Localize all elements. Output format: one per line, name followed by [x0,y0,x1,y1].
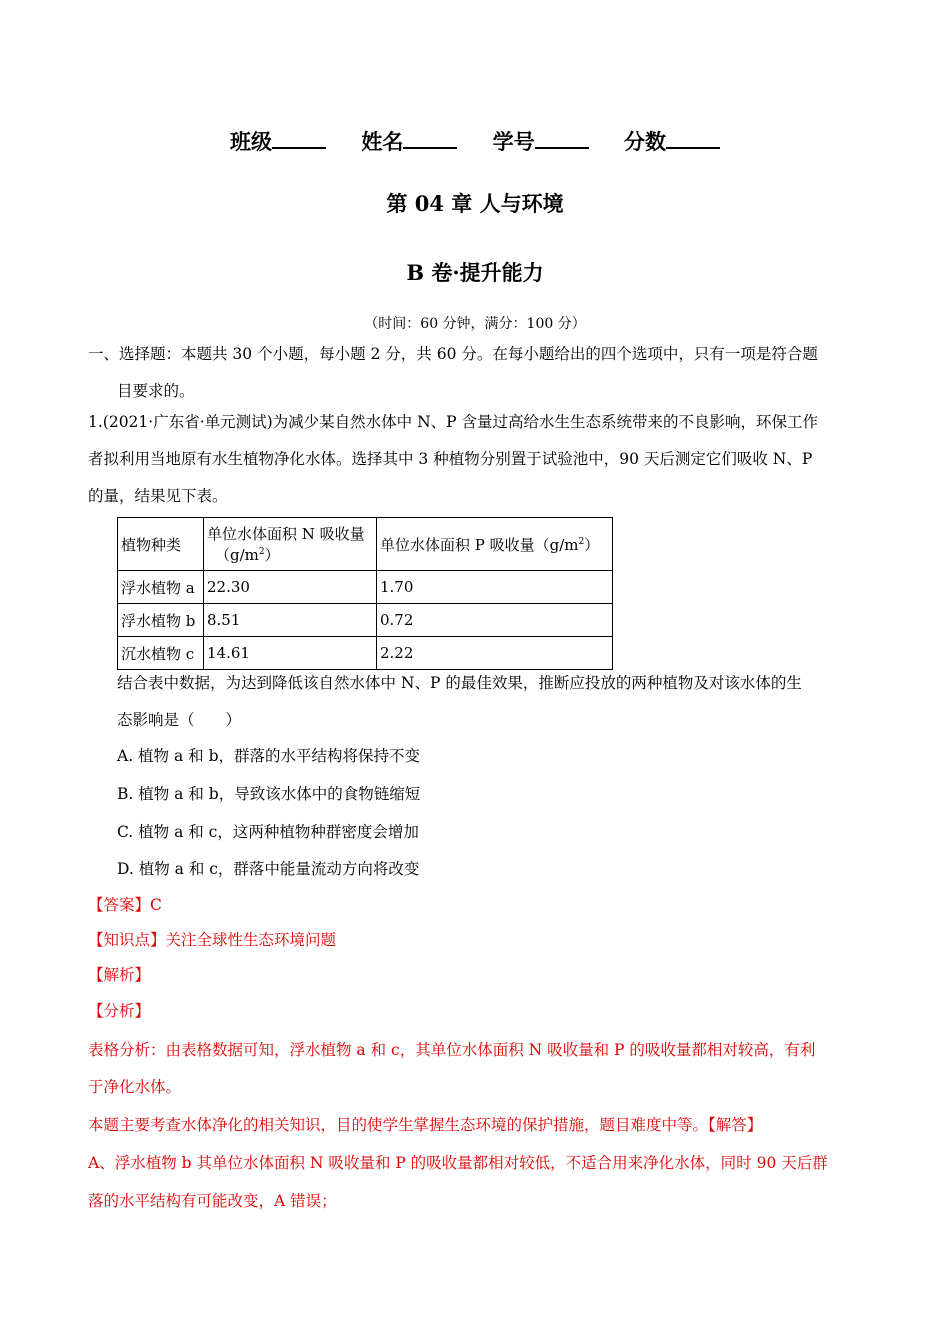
question-line3: 的量，结果见下表。 [88,487,228,505]
section-heading-line1: 一、选择题：本题共 30 个小题，每小题 2 分，共 60 分。在每小题给出的四个选项中，只有一项是符合题 [88,345,818,363]
a-explain-line2: 落的水平结构有可能改变，A 错误； [88,1192,337,1210]
option-d[interactable]: D. 植物 a 和 c，群落中能量流动方向将改变 [117,860,420,878]
knowledge-point: 【知识点】关注全球性生态环境问题 [88,931,337,949]
info-header [0,126,950,156]
option-c[interactable]: C. 植物 a 和 c，这两种植物种群密度会增加 [117,823,419,841]
section-heading-line2: 目要求的。 [117,382,195,400]
table-row: 沉水植物 c 14.61 2.22 [118,637,613,670]
score-blank [666,129,720,149]
absorption-table [117,517,613,670]
time-info: （时间：60 分钟，满分：100 分） [364,316,586,332]
header-n-absorption: 单位水体面积 N 吸收量 $(g/m^2)$ [204,518,377,571]
answer-line: 【答案】C [88,896,162,914]
name-field[interactable]: 姓名 [361,126,457,156]
chapter-title: 第 04 章 人与环境 [386,191,564,216]
fenxi-label: 【分析】 [88,1002,151,1020]
class-blank [272,129,326,149]
option-a[interactable]: A. 植物 a 和 b，群落的水平结构将保持不变 [117,747,420,765]
table-row: 浮水植物 a 22.30 1.70 [118,571,613,604]
volume-title: B 卷·提升能力 [406,260,544,285]
question-stem-line2: 态影响是（ ） [117,711,242,729]
a-explain-line1: A、浮水植物 b 其单位水体面积 N 吸收量和 P 的吸收量都相对较低，不适合用来净化水体，同时 90 天后群 [88,1154,828,1172]
table-header-row [118,518,613,571]
table-row: 浮水植物 b 8.51 0.72 [118,604,613,637]
class-field[interactable]: 班级 [230,126,326,156]
table-analysis-line2: 于净化水体。 [88,1078,182,1096]
name-blank [403,129,457,149]
table-analysis-line1: 表格分析：由表格数据可知，浮水植物 a 和 c，其单位水体面积 N 吸收量和 P 的吸收量都相对较高，有利 [88,1041,816,1059]
header-p-absorption: 单位水体面积 P 吸收量$(g/m^2)$ [377,518,613,571]
question-line2: 者拟利用当地原有水生植物净化水体。选择其中 3 种植物分别置于试验池中，90 天后测定它们吸收 N、P [88,450,813,468]
header-plant-type: 植物种类 [118,518,204,571]
id-blank [535,129,589,149]
analysis-label: 【解析】 [88,966,151,984]
option-b[interactable]: B. 植物 a 和 b，导致该水体中的食物链缩短 [117,785,421,803]
score-field[interactable]: 分数 [624,126,720,156]
question-line1: 1.(2021·广东省·单元测试)为减少某自然水体中 N、P 含量过高给水生生态系统带来的不良影响，环保工作 [88,413,819,431]
question-stem-line1: 结合表中数据，为达到降低该自然水体中 N、P 的最佳效果，推断应投放的两种植物及对该水体的生 [117,674,802,692]
summary-line: 本题主要考查水体净化的相关知识，目的使学生掌握生态环境的保护措施，题目难度中等。【解答】 [88,1116,763,1134]
id-field[interactable]: 学号 [493,126,589,156]
